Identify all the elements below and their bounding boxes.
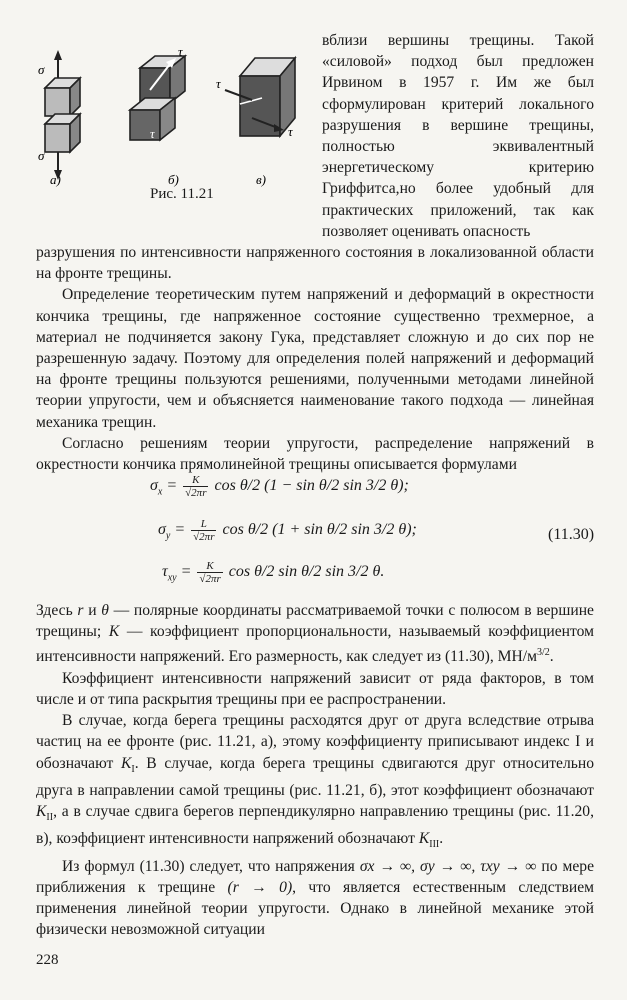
equation-tau-xy: $\tau_{xy}$ = $\frac{K}{√2\pi r}$ cos θ/2 sin θ/2 sin 3/2 θ. [162,560,385,585]
sigma-bottom-label: σ [38,148,45,163]
tau-b-label: τ [178,44,183,59]
page-number: 228 [36,952,59,968]
figure-caption: Рис. 11.21 [150,186,214,202]
sigma-top-label: σ [38,62,45,77]
paragraph-3: Здесь r и θ — полярные координаты рассматриваемой точки с полюсом в вершине трещины; K — коэффициент пропорциональности, называемый коэффициентом интенсивности напряжений. Его размерность, как следует из (11.30), $МН/м^{3/2}$. [36,602,594,666]
figure-b-block [130,56,185,140]
paragraph-5: В случае, когда берега трещины расходятся друг от друга вследствие отрыва частиц на ее фронте (рис. 11.21, а), этому коэффициенту приписывают индекс I и обозначают $K_I$. В случае, когда берега трещины сдвигаются друг относительно друга в направлении самой трещины (рис. 11.21, б), этот коэффициент обозначают $K_{II}$, а в случае сдвига берегов перпендикулярно направлению трещины (рис. 11.20, в), коэффициент интенсивности напряжений обозначают $K_{III}$. [36,712,594,851]
equation-number: (11.30) [548,526,595,543]
paragraph-6: Из формул (11.30) следует, что напряжения σx → ∞, σy → ∞, τxy → ∞ по мере приближения к трещине (r → 0), что является естественным следствием применения линейной теории упругости. Однако в линейной механике этой физически невозможной ситуации [36,857,594,939]
label-a: а) [50,172,61,187]
paragraph-2: Согласно решениям теории упругости, распределение напряжений в окрестности кончика прямолинейной трещины описывается формулами [36,434,594,474]
body-text-upper [36,242,594,475]
body-text-lower [36,600,594,941]
equation-sigma-x: $\sigma_x$ = $\frac{K}{√2\pi r}$ cos θ/2 (1 − sin θ/2 sin 3/2 θ); [150,474,409,499]
label-c: в) [256,172,266,187]
paragraph-4: Коэффициент интенсивности напряжений зависит от ряда факторов, в том числе и от типа раскрытия трещины при ее распространении. [36,669,594,708]
paragraph-0: разрушения по интенсивности напряженного состояния в локализованной области на фронте трещины. [36,244,594,283]
equation-sigma-y: $\sigma_y$ = $\frac{L}{√2\pi r}$ cos θ/2 (1 + sin θ/2 sin 3/2 θ); [158,518,417,543]
paragraph-1: Определение теоретическим путем напряжений и деформаций в окрестности кончика трещины, где напряженное состояние существенно трехмерное, а материал не подчиняется закону Гука, представляет сложную и до сих пор не разрешенную задачу. Поэтому для определения полей напряжений и деформаций на фронте трещины пользуются решениями, полученными методами линейной теории упругости, чем и объясняется наименование такого подхода — линейная механика трещин. [36,286,594,431]
right-column-text: вблизи вершины трещины. Такой «силовой» подход был предложен Ирвином в 1957 г. Им же был сформулирован критерий локального разрушения в вершине трещины, полностью эквивалентный энергетическому критерию Гриффитса,но более удобный для практических приложений, так как позволяет оценивать опасность [322,32,594,240]
label-b: б) [168,172,179,187]
figure-a-block [45,78,80,152]
svg-text:τ: τ [288,124,293,139]
tau-c-label: τ [216,76,221,91]
svg-text:τ: τ [150,126,155,141]
